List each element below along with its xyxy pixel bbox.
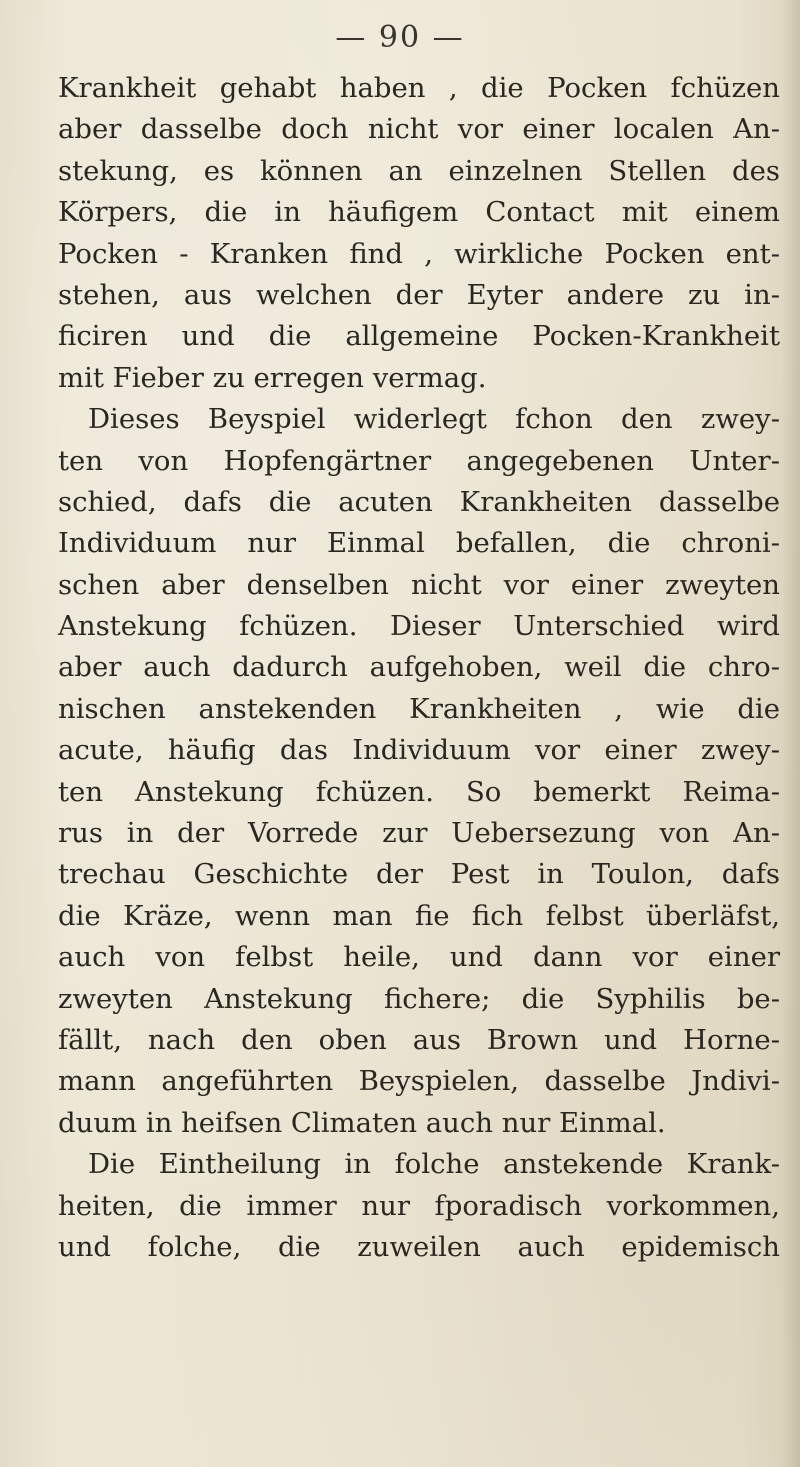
body-text (58, 68, 780, 1268)
text-line: ten von Hopfengärtner angegebenen Unter- (58, 444, 780, 477)
text-line: Individuum nur Einmal befallen, die chroni- (58, 527, 780, 560)
text-line: mit Fieber zu erregen vermag. (58, 361, 487, 394)
text-line: rus in der Vorrede zur Uebersezung von An- (58, 817, 780, 850)
text-line: Anstekung fchüzen. Dieser Unterschied wird (58, 610, 780, 643)
page-edge-shadow (782, 0, 800, 1467)
text-line: acute, häufig das Individuum vor einer zwey- (58, 734, 780, 767)
text-line: die Kräze, wenn man fie fich felbst überläfst, (58, 899, 780, 932)
text-line: Krankheit gehabt haben , die Pocken fchüzen (58, 72, 780, 104)
text-line: Pocken - Kranken find , wirkliche Pocken ent- (58, 237, 780, 270)
paragraph-start-line: Dieses Beyspiel widerlegt fchon den zwey- (88, 403, 780, 436)
text-line: duum in heifsen Climaten auch nur Einmal. (58, 1106, 666, 1139)
text-line: ficiren und die allgemeine Pocken-Krankheit (58, 320, 780, 353)
text-line: nischen anstekenden Krankheiten , wie die (58, 692, 780, 725)
text-line: mann angeführten Beyspielen, dasselbe Jndivi- (58, 1065, 780, 1098)
text-line: aber auch dadurch aufgehoben, weil die chro- (58, 651, 780, 684)
page-number: — 90 — (335, 20, 465, 55)
text-line: stehen, aus welchen der Eyter andere zu in- (58, 278, 780, 311)
text-line: aber dasselbe doch nicht vor einer localen An- (58, 113, 780, 146)
text-line: heiten, die immer nur fporadisch vorkommen, (58, 1189, 780, 1222)
text-line: trechau Geschichte der Pest in Toulon, dafs (58, 858, 780, 891)
text-line: und folche, die zuweilen auch epidemisch (58, 1230, 780, 1263)
text-line: schied, dafs die acuten Krankheiten dasselbe (58, 485, 780, 518)
text-line: ten Anstekung fchüzen. So bemerkt Reima- (58, 775, 780, 808)
text-line: Körpers, die in häufigem Contact mit einem (58, 196, 780, 229)
text-line: zweyten Anstekung fichere; die Syphilis be- (58, 982, 780, 1015)
text-line: schen aber denselben nicht vor einer zweyten (58, 568, 780, 601)
text-line: stekung, es können an einzelnen Stellen des (58, 154, 780, 187)
text-line: fällt, nach den oben aus Brown und Horne- (58, 1023, 780, 1056)
paragraph-start-line: Die Eintheilung in folche anstekende Krank- (88, 1148, 780, 1181)
text-line: auch von felbst heile, und dann vor einer (58, 941, 780, 974)
